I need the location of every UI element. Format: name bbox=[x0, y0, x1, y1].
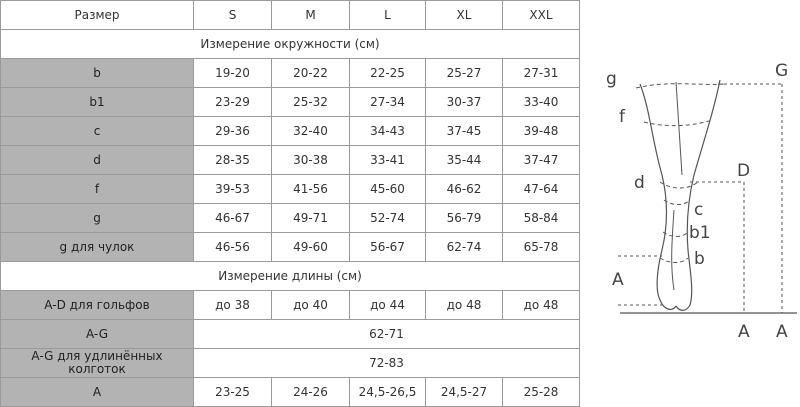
table-row bbox=[1, 88, 580, 117]
table-cell: 39-53 bbox=[194, 175, 272, 204]
table-cell: 19-20 bbox=[194, 59, 272, 88]
length-section-row bbox=[1, 262, 580, 291]
table-cell: 27-31 bbox=[503, 59, 580, 88]
leg-outline bbox=[640, 84, 676, 309]
row-label: c bbox=[1, 117, 194, 146]
table-cell: 45-60 bbox=[350, 175, 426, 204]
table-cell: 27-34 bbox=[350, 88, 426, 117]
table-cell: 34-43 bbox=[350, 117, 426, 146]
size-s-header: S bbox=[194, 1, 272, 30]
circumference-rows bbox=[1, 59, 580, 262]
table-cell: 24-26 bbox=[272, 378, 350, 407]
table-cell: 62-74 bbox=[426, 233, 503, 262]
ring-g bbox=[636, 84, 724, 88]
row-label: A-G bbox=[1, 320, 194, 349]
table-cell: 24,5-26,5 bbox=[350, 378, 426, 407]
row-label: b bbox=[1, 59, 194, 88]
table-cell: 46-62 bbox=[426, 175, 503, 204]
table-cell: до 44 bbox=[350, 291, 426, 320]
row-label: f bbox=[1, 175, 194, 204]
table-cell: 25-27 bbox=[426, 59, 503, 88]
table-row bbox=[1, 233, 580, 262]
table-row bbox=[1, 320, 580, 349]
size-m-header: M bbox=[272, 1, 350, 30]
table-row bbox=[1, 59, 580, 88]
table-cell: 22-25 bbox=[350, 59, 426, 88]
leg-measurement-diagram bbox=[600, 50, 800, 350]
row-label: g для чулок bbox=[1, 233, 194, 262]
table-cell: 41-56 bbox=[272, 175, 350, 204]
row-label: d bbox=[1, 146, 194, 175]
row-label: A-D для гольфов bbox=[1, 291, 194, 320]
table-cell: до 40 bbox=[272, 291, 350, 320]
row-label: A bbox=[1, 378, 194, 407]
table-cell: 24,5-27 bbox=[426, 378, 503, 407]
table-cell: 30-38 bbox=[272, 146, 350, 175]
size-header-row bbox=[1, 1, 580, 30]
table-row bbox=[1, 146, 580, 175]
table-cell: 49-60 bbox=[272, 233, 350, 262]
size-xl-header: XL bbox=[426, 1, 503, 30]
table-cell: 46-56 bbox=[194, 233, 272, 262]
table-cell: 32-40 bbox=[272, 117, 350, 146]
table-cell: 37-45 bbox=[426, 117, 503, 146]
leg-inner-line bbox=[676, 82, 682, 175]
table-cell: 47-64 bbox=[503, 175, 580, 204]
table-cell: 52-74 bbox=[350, 204, 426, 233]
row-label: b1 bbox=[1, 88, 194, 117]
table-cell: 33-41 bbox=[350, 146, 426, 175]
table-cell: 56-67 bbox=[350, 233, 426, 262]
leg-inner-line bbox=[672, 210, 674, 290]
label-g: g bbox=[606, 69, 617, 89]
table-cell: 30-37 bbox=[426, 88, 503, 117]
size-xxl-header: XXL bbox=[503, 1, 580, 30]
table-cell: 46-67 bbox=[194, 204, 272, 233]
ring-b bbox=[660, 258, 688, 263]
table-cell: 58-84 bbox=[503, 204, 580, 233]
ring-c bbox=[664, 200, 690, 205]
circumference-section-row bbox=[1, 30, 580, 59]
table-row bbox=[1, 378, 580, 407]
label-a-right: A bbox=[776, 322, 788, 342]
table-cell: до 48 bbox=[503, 291, 580, 320]
length-section-title: Измерение длины (см) bbox=[1, 262, 580, 291]
label-d-top: D bbox=[737, 161, 751, 181]
label-d: d bbox=[634, 173, 645, 193]
ring-f bbox=[644, 120, 712, 126]
table-cell: 23-25 bbox=[194, 378, 272, 407]
ring-b1 bbox=[663, 232, 688, 237]
label-b: b bbox=[694, 249, 705, 269]
table-row bbox=[1, 204, 580, 233]
circumference-section-title: Измерение окружности (см) bbox=[1, 30, 580, 59]
table-row bbox=[1, 349, 580, 378]
table-cell: 72-83 bbox=[194, 349, 580, 378]
table-cell: 28-35 bbox=[194, 146, 272, 175]
table-cell: 25-28 bbox=[503, 378, 580, 407]
table-cell: 49-71 bbox=[272, 204, 350, 233]
row-label: A-G для удлинённых колготок bbox=[1, 349, 194, 378]
table-cell: 29-36 bbox=[194, 117, 272, 146]
label-g-top: G bbox=[775, 61, 789, 81]
table-cell: до 48 bbox=[426, 291, 503, 320]
row-label: g bbox=[1, 204, 194, 233]
size-l-header: L bbox=[350, 1, 426, 30]
table-cell: 62-71 bbox=[194, 320, 580, 349]
table-row bbox=[1, 175, 580, 204]
table-cell: 23-29 bbox=[194, 88, 272, 117]
table-cell: до 38 bbox=[194, 291, 272, 320]
table-cell: 37-47 bbox=[503, 146, 580, 175]
label-c: c bbox=[694, 200, 704, 220]
label-f: f bbox=[619, 107, 625, 127]
table-cell: 33-40 bbox=[503, 88, 580, 117]
table-cell: 56-79 bbox=[426, 204, 503, 233]
table-row bbox=[1, 117, 580, 146]
leg-outline bbox=[676, 80, 720, 310]
label-b1: b1 bbox=[689, 223, 711, 243]
table-row bbox=[1, 291, 580, 320]
label-a-left: A bbox=[612, 270, 624, 290]
label-a-middle: A bbox=[738, 322, 750, 342]
table-cell: 20-22 bbox=[272, 59, 350, 88]
table-cell: 65-78 bbox=[503, 233, 580, 262]
table-cell: 35-44 bbox=[426, 146, 503, 175]
size-header-label: Размер bbox=[1, 1, 194, 30]
table-cell: 25-32 bbox=[272, 88, 350, 117]
table-cell: 39-48 bbox=[503, 117, 580, 146]
